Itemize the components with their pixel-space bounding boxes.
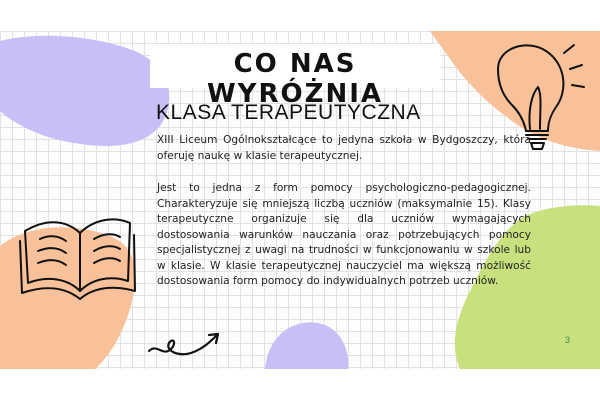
curved-arrow-icon [145,327,225,367]
section-heading: KLASA TERAPEUTYCZNA [156,101,421,124]
page-number: 3 [565,335,571,345]
page-title: CO NAS WYRÓŻNIA [206,49,384,109]
slide [0,31,600,369]
description-paragraph: Jest to jedna z form pomocy psychologiczno-pedagogicznej. Charakteryzuje się mniejszą liczbą uczniów (maksymalnie 15). Klasy terapeutyczne organizuje się dla uczniów wymagających dostosowania warunków nauczania oraz potrzebujących pomocy specjalistycznej z uwagi na trudności w funkcjonowaniu w szkole lub w klasie. W klasie terapeutycznej nauczyciel ma większą możliwość dostosowania form pomocy do indywidualnych potrzeb uczniów. [157,182,531,287]
open-book-icon [10,201,140,311]
intro-paragraph: XIII Liceum Ogólnokształcące to jedyna szkoła w Bydgoszczy, która oferuję naukę w klasie terapeutycznej. [157,134,531,162]
